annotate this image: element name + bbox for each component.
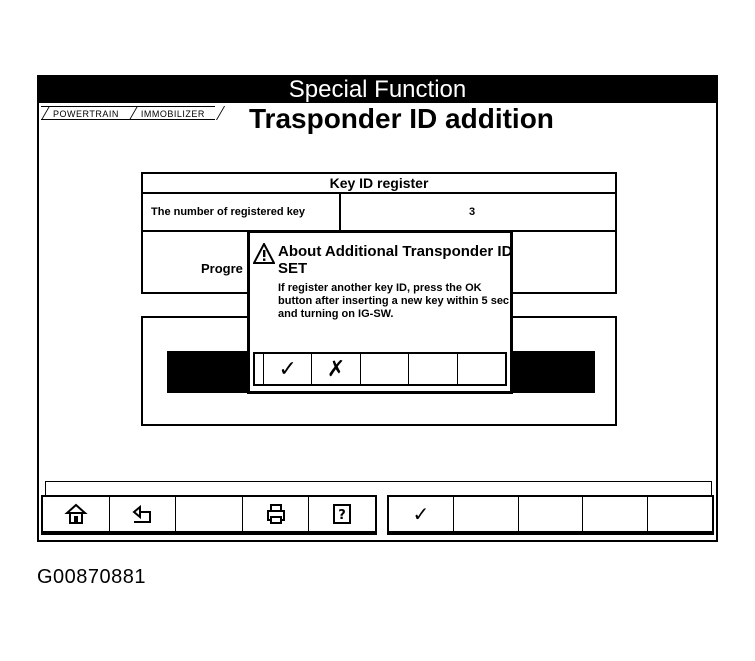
svg-text:?: ? bbox=[338, 508, 346, 523]
breadcrumb-item-powertrain[interactable]: POWERTRAIN bbox=[41, 106, 129, 120]
registered-key-count-label: The number of registered key bbox=[151, 206, 306, 218]
ok-button[interactable] bbox=[263, 354, 312, 384]
check-icon: ✓ bbox=[412, 503, 430, 526]
dialog-blank-button[interactable] bbox=[458, 354, 505, 384]
column-divider bbox=[339, 194, 341, 230]
warning-icon bbox=[253, 243, 275, 265]
ok-button[interactable] bbox=[389, 497, 454, 531]
print-button[interactable] bbox=[243, 497, 310, 531]
toolbar-blank-button[interactable] bbox=[583, 497, 648, 531]
table-header: Key ID register bbox=[143, 174, 615, 194]
toolbar-blank-button[interactable] bbox=[176, 497, 243, 531]
scan-tool-screen bbox=[37, 75, 718, 542]
cancel-button[interactable] bbox=[312, 354, 360, 384]
cancel-icon: ✗ bbox=[326, 356, 346, 381]
breadcrumb bbox=[41, 106, 215, 120]
toolbar-right-group bbox=[387, 495, 714, 535]
help-icon bbox=[330, 502, 354, 526]
toolbar-blank-button[interactable] bbox=[648, 497, 712, 531]
table-row bbox=[143, 194, 615, 232]
toolbar-blank-button[interactable] bbox=[454, 497, 519, 531]
check-icon: ✓ bbox=[278, 356, 297, 381]
home-icon bbox=[64, 502, 88, 526]
toolbar-blank-button[interactable] bbox=[519, 497, 584, 531]
dialog-blank-button[interactable] bbox=[409, 354, 457, 384]
about-dialog bbox=[247, 230, 513, 394]
help-button[interactable] bbox=[309, 497, 375, 531]
toolbar-left-group bbox=[41, 495, 377, 535]
back-icon bbox=[130, 502, 154, 526]
breadcrumb-item-immobilizer[interactable]: IMMOBILIZER bbox=[129, 106, 215, 120]
page-title: Trasponder ID addition bbox=[249, 103, 554, 134]
figure-caption: G00870881 bbox=[37, 566, 147, 588]
window-title: Special Function bbox=[39, 77, 716, 103]
dialog-title: About Additional Transponder ID SET bbox=[278, 243, 513, 277]
dialog-message: If register another key ID, press the OK button after inserting a new key within 5 sec and turning on IG-SW. bbox=[278, 282, 510, 320]
home-button[interactable] bbox=[43, 497, 110, 531]
registered-key-count-value: 3 bbox=[469, 206, 476, 218]
dialog-button-bar bbox=[253, 352, 507, 386]
print-icon bbox=[264, 502, 288, 526]
bottom-toolbar bbox=[41, 495, 714, 537]
status-strip bbox=[45, 481, 712, 495]
dialog-blank-button[interactable] bbox=[361, 354, 409, 384]
progress-label: Progre bbox=[201, 261, 243, 276]
back-button[interactable] bbox=[110, 497, 177, 531]
